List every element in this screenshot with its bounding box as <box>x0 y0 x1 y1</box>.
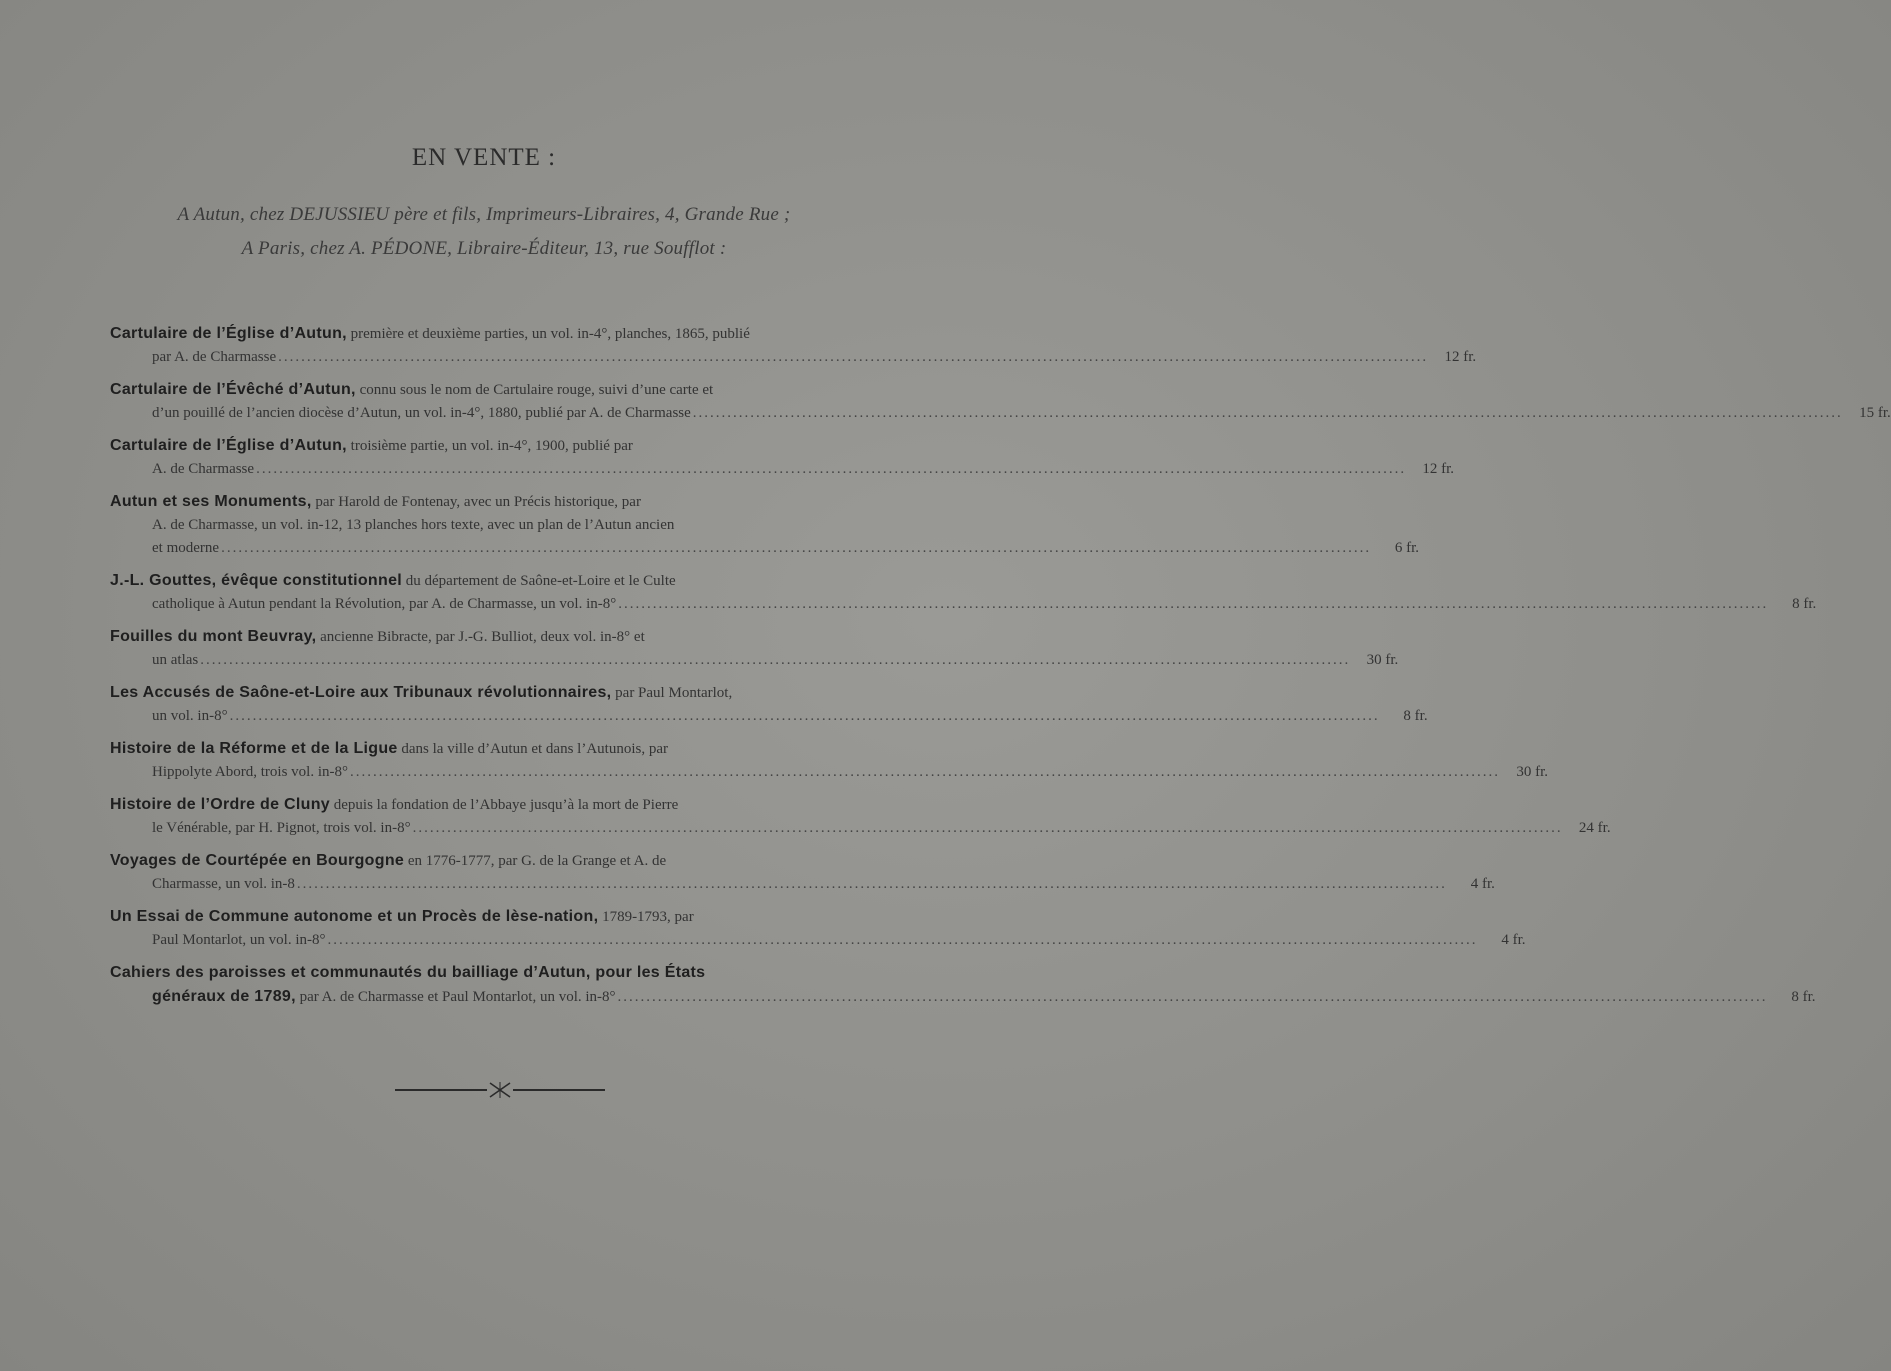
entry-title: Cahiers des paroisses et communautés du bailliage d’Autun, pour les États <box>110 964 706 981</box>
entry-tail <box>152 458 254 481</box>
leader-dots: ........................................................................................................................................................................................................ <box>350 764 1500 780</box>
entry-description: depuis la fondation de l’Abbaye jusqu’à la mort de Pierre <box>330 797 679 813</box>
entry-tail-text: d’un pouillé de l’ancien diocèse d’Autun, un vol. in-4°, 1880, publié par A. de Charmasse <box>152 405 691 421</box>
entry-title: J.-L. Gouttes, évêque constitutionnel <box>110 572 403 589</box>
entry-title: Cartulaire de l’Église d’Autun, <box>110 437 347 454</box>
entry-title-continued: généraux de 1789, <box>152 988 296 1005</box>
entry-tail <box>152 593 616 616</box>
entry-first-line <box>110 322 855 346</box>
entry-last-line <box>110 761 1548 784</box>
entry-tail <box>152 537 219 560</box>
catalog-entry <box>110 905 1526 952</box>
entry-title: Les Accusés de Saône-et-Loire aux Tribunaux révolutionnaires, <box>110 684 612 701</box>
catalog-entry <box>110 490 1420 560</box>
leader-dots: ........................................................................................................................................................................................................ <box>229 708 1380 724</box>
entry-tail-text: A. de Charmasse <box>152 461 255 477</box>
entry-tail-text: Charmasse, un vol. in-8 <box>152 876 295 892</box>
entry-last-line <box>110 593 1817 616</box>
entry-tail <box>152 705 228 728</box>
address-paris: A Paris, chez A. PÉDONE, Libraire-Éditeur, 13, rue Soufflot : <box>241 238 727 259</box>
entry-tail <box>152 985 616 1009</box>
entry-price: 30 fr. <box>1366 652 1399 668</box>
entry-price: 15 fr. <box>1859 405 1891 421</box>
entry-price: 4 fr. <box>1501 932 1526 948</box>
entry-first-line <box>110 961 855 985</box>
entry-first-line <box>110 849 855 873</box>
book-list <box>110 322 1891 1018</box>
catalog-entry <box>110 793 1611 840</box>
leader-dots: ........................................................................................................................................................................................................ <box>617 989 1768 1005</box>
entry-description: 1789-1793, par <box>598 909 694 925</box>
catalog-entry <box>110 961 1816 1009</box>
leader-dots: ........................................................................................................................................................................................................ <box>412 820 1563 836</box>
entry-last-line <box>110 458 1455 481</box>
entry-description: par Harold de Fontenay, avec un Précis historique, par <box>311 494 641 510</box>
entry-title: Histoire de l’Ordre de Cluny <box>110 796 331 813</box>
leader-dots: ........................................................................................................................................................................................................ <box>200 652 1351 668</box>
leader-dots: ........................................................................................................................................................................................................ <box>692 405 1843 421</box>
entry-description: par Paul Montarlot, <box>611 685 733 701</box>
entry-first-line <box>110 793 855 817</box>
entry-tail-text: Paul Montarlot, un vol. in-8° <box>152 932 326 948</box>
entry-tail <box>152 761 348 784</box>
entry-first-line <box>110 434 855 458</box>
entry-price: 24 fr. <box>1578 820 1611 836</box>
entry-description: dans la ville d’Autun et dans l’Autunois, par <box>397 741 668 757</box>
leader-dots: ........................................................................................................................................................................................................ <box>296 876 1447 892</box>
entry-tail-text: par A. de Charmasse et Paul Montarlot, un vol. in-8° <box>295 989 616 1005</box>
entry-title: Cartulaire de l’Église d’Autun, <box>110 325 347 342</box>
entry-title: Voyages de Courtépée en Bourgogne <box>110 852 405 869</box>
entry-middle-line: A. de Charmasse, un vol. in-12, 13 planches hors texte, avec un plan de l’Autun ancien <box>152 517 675 533</box>
entry-tail <box>152 649 198 672</box>
entry-first-line <box>110 681 855 705</box>
catalog-entry <box>110 434 1455 481</box>
entry-tail <box>152 817 411 840</box>
catalog-entry <box>110 569 1817 616</box>
entry-title: Autun et ses Monuments, <box>110 493 312 510</box>
entry-tail <box>152 929 326 952</box>
entry-last-line <box>110 873 1495 896</box>
entry-first-line <box>110 378 855 402</box>
entry-price: 8 fr. <box>1792 596 1817 612</box>
leader-dots: ........................................................................................................................................................................................................ <box>256 461 1407 477</box>
entry-description: en 1776-1777, par G. de la Grange et A. de <box>404 853 667 869</box>
entry-title: Histoire de la Réforme et de la Ligue <box>110 740 398 757</box>
entry-tail-text: un atlas <box>152 652 199 668</box>
page-title: EN VENTE : <box>411 144 557 171</box>
entry-price: 12 fr. <box>1444 349 1477 365</box>
leader-dots: ........................................................................................................................................................................................................ <box>327 932 1478 948</box>
entry-description: première et deuxième parties, un vol. in-4°, planches, 1865, publié <box>346 326 750 342</box>
catalog-entry <box>110 681 1428 728</box>
entry-tail-text: un vol. in-8° <box>152 708 228 724</box>
entry-price: 6 fr. <box>1394 540 1420 556</box>
entry-tail-text: le Vénérable, par H. Pignot, trois vol. in-8° <box>152 820 411 836</box>
entry-last-line <box>110 817 1611 840</box>
entry-tail-text: catholique à Autun pendant la Révolution, par A. de Charmasse, un vol. in-8° <box>152 596 617 612</box>
entry-last-line <box>110 649 1399 672</box>
entry-tail-text: Hippolyte Abord, trois vol. in-8° <box>152 764 348 780</box>
entry-tail <box>152 873 295 896</box>
catalog-entry <box>110 322 1477 369</box>
entry-price: 30 fr. <box>1516 764 1548 780</box>
leader-dots: ........................................................................................................................................................................................................ <box>618 596 1769 612</box>
entry-title: Cartulaire de l’Évêché d’Autun, <box>110 381 356 398</box>
entry-first-line <box>110 905 855 929</box>
entry-price: 8 fr. <box>1791 989 1816 1005</box>
ornament-divider <box>395 1080 605 1100</box>
entry-first-line <box>110 737 855 761</box>
leader-dots: ........................................................................................................................................................................................................ <box>278 349 1429 365</box>
catalog-entry <box>110 737 1548 784</box>
entry-last-line <box>110 985 1816 1009</box>
entry-first-line <box>110 625 855 649</box>
entry-description: connu sous le nom de Cartulaire rouge, suivi d’une carte et <box>355 382 714 398</box>
entry-tail <box>152 402 691 425</box>
entry-last-line <box>110 929 1526 952</box>
entry-price: 12 fr. <box>1422 461 1455 477</box>
entry-title: Un Essai de Commune autonome et un Procès de lèse-nation, <box>110 908 599 925</box>
entry-last-line <box>110 346 1477 369</box>
leader-dots: ........................................................................................................................................................................................................ <box>221 540 1372 556</box>
catalog-entry <box>110 378 1891 425</box>
entry-first-line <box>110 569 855 593</box>
entry-description: troisième partie, un vol. in-4°, 1900, publié par <box>346 438 633 454</box>
entry-tail-text: et moderne <box>152 540 220 556</box>
entry-description: du département de Saône-et-Loire et le Culte <box>402 573 676 589</box>
catalog-entry <box>110 625 1399 672</box>
entry-title: Fouilles du mont Beuvray, <box>110 628 317 645</box>
entry-tail-text: par A. de Charmasse <box>152 349 277 365</box>
address-autun: A Autun, chez DEJUSSIEU père et fils, Imprimeurs-Libraires, 4, Grande Rue ; <box>177 204 791 225</box>
entry-last-line <box>110 537 1420 560</box>
entry-description: ancienne Bibracte, par J.-G. Bulliot, deux vol. in-8° et <box>316 629 645 645</box>
entry-last-line <box>110 402 1891 425</box>
entry-last-line <box>110 705 1428 728</box>
entry-first-line <box>110 490 855 514</box>
entry-price: 4 fr. <box>1470 876 1495 892</box>
catalog-entry <box>110 849 1495 896</box>
entry-tail <box>152 346 276 369</box>
entry-price: 8 fr. <box>1403 708 1428 724</box>
